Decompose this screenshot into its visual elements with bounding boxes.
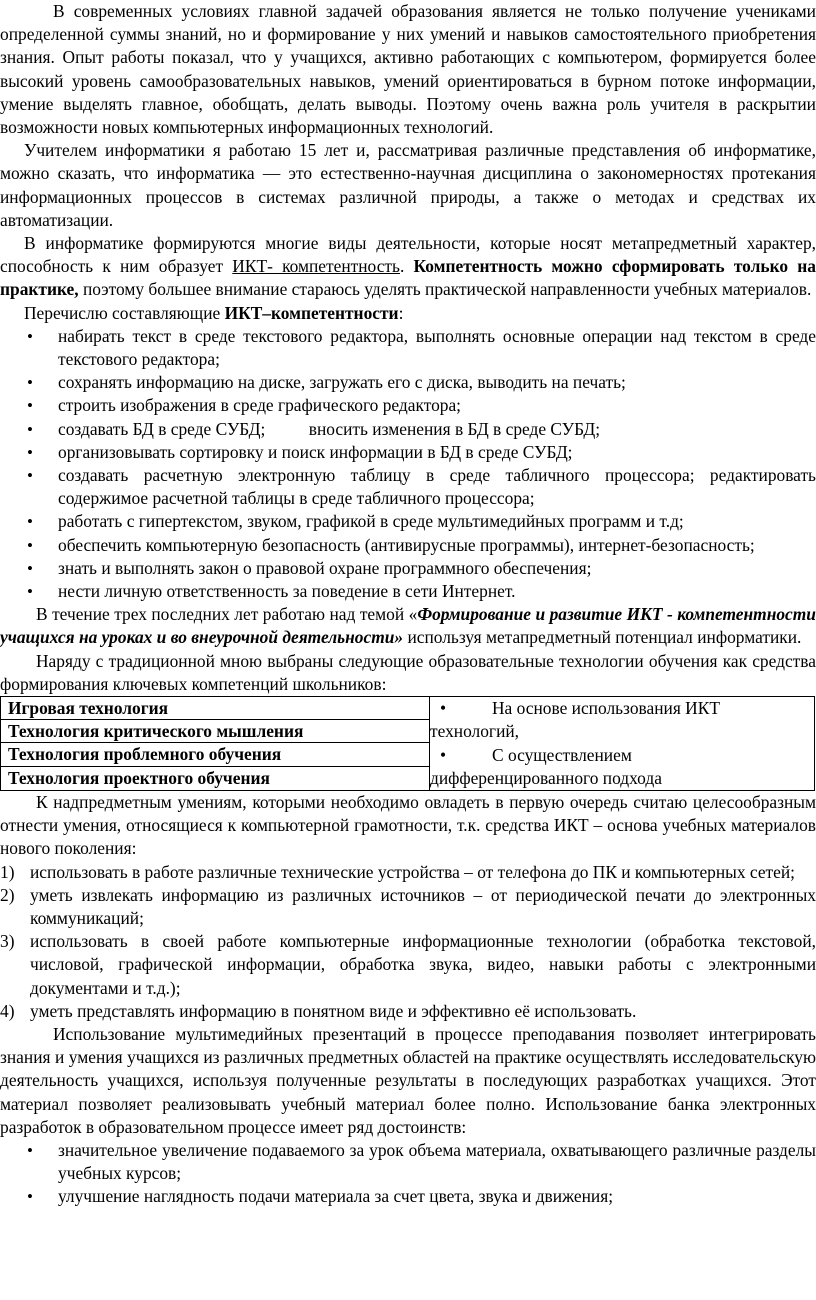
- approach-item-first-line: • На основе использования ИКТ: [430, 697, 814, 720]
- text-segment: В течение трех последних лет работаю над темой «: [36, 604, 418, 625]
- list-item: • создавать расчетную электронную таблицу в среде табличного процессора; редактировать содержимое расчетной таблицы в среде табличного процессора;: [0, 464, 816, 510]
- list-item: [0, 861, 816, 884]
- paragraph-teacher: Учителем информатики я работаю 15 лет и, рассматривая различные представления об информатике, можно сказать, что информатика — это естественно-научная дисциплина о закономерностях протекания информационных процессов в системах различной природы, а также о методах и средствах их автоматизации.: [0, 140, 816, 230]
- list-item: • организовывать сортировку и поиск информации в БД в среде СУБД;: [0, 441, 816, 464]
- list-item-text: уметь извлекать информацию из различных источников – от периодической печати до электронных коммуникаций;: [30, 884, 816, 928]
- text-segment: .: [399, 256, 414, 277]
- ict-components-list: [0, 325, 816, 603]
- approach-item-continuation: технологий,: [430, 721, 520, 742]
- list-item-text: использовать в работе различные технические устройства – от телефона до ПК и компьютерных сетей;: [30, 861, 796, 882]
- skills-list: [0, 861, 816, 1023]
- paragraph-ict-intro: [0, 302, 816, 325]
- table-cell-technology: Технология критического мышления: [1, 720, 429, 743]
- text-segment: поэтому большее внимание стараюсь уделять практической направленности учебных материалов.: [78, 279, 812, 300]
- list-item: • работать с гипертекстом, звуком, графикой в среде мультимедийных программ и т.д;: [0, 510, 816, 533]
- approach-column: [429, 696, 815, 791]
- paragraph-technologies: Наряду с традиционной мною выбраны следующие образовательные технологии обучения как средства формирования ключевых компетенций школьников:: [0, 650, 816, 694]
- list-item-text: использовать в своей работе компьютерные информационные технологии (обработка текстовой, числовой, графической информации, обработка звука, видео, навыки работы с электронными документами и т.д.);: [30, 931, 816, 998]
- ict-competence-link: ИКТ- компетентность: [232, 256, 400, 277]
- list-item: [0, 884, 816, 930]
- list-item: • сохранять информацию на диске, загружать его с диска, выводить на печать;: [0, 371, 816, 394]
- list-number: 4): [0, 1000, 15, 1021]
- paragraph-presentations: Использование мультимедийных презентаций в процессе преподавания позволяет интегрировать знания и умения учащихся из различных предметных областей на практике осуществлять исследовательскую деятельность учащихся, используя полученные результаты в последующих разработках учащихся. Этот материал позволяет реализовывать учебный материал более полно. Использование банка электронных разработок в образовательном процессе имеет ряд достоинств:: [0, 1023, 816, 1137]
- table-cell-technology: Технология проектного обучения: [8, 767, 270, 788]
- text-segment: В информатике формируются многие виды деятельности, которые носят метапредметный характер, способность к ним образует: [0, 233, 816, 277]
- list-item: • знать и выполнять закон о правовой охране программного обеспечения;: [0, 557, 816, 580]
- list-number: 2): [0, 884, 15, 905]
- list-item-text: уметь представлять информацию в понятном виде и эффективно её использовать.: [30, 1000, 637, 1021]
- paragraph-metasubject: [0, 232, 816, 302]
- list-item: • строить изображения в среде графического редактора;: [0, 394, 816, 417]
- list-item: • обеспечить компьютерную безопасность (антивирусные программы), интернет-безопасность;: [0, 534, 816, 557]
- paragraph-skills-intro: К надпредметным умениям, которыми необходимо овладеть в первую очередь считаю целесообразным отнести умения, относящиеся к компьютерной грамотности, т.к. средства ИКТ – основа учебных материалов нового поколения:: [0, 791, 816, 859]
- text-segment: :: [398, 302, 404, 323]
- approach-item-first-line: • С осуществлением: [430, 744, 814, 767]
- list-item: [0, 930, 816, 1000]
- bold-statement: Компетентность можно сформировать только на практике,: [0, 256, 816, 300]
- list-number: 1): [0, 861, 15, 882]
- theme-title: Формирование и развитие ИКТ - компетентности учащихся на уроках и во внеурочной деятельности»: [0, 604, 816, 648]
- paragraph-theme: [0, 603, 816, 649]
- list-item: • улучшение наглядность подачи материала за счет цвета, звука и движения;: [0, 1185, 816, 1208]
- list-item: • создавать БД в среде СУБД; вносить изменения в БД в среде СУБД;: [0, 418, 816, 441]
- table-cell-technology: Технология проблемного обучения: [1, 743, 429, 766]
- approach-item-continuation: дифференцированного подхода: [430, 767, 662, 788]
- list-number: 3): [0, 931, 15, 952]
- list-item: • значительное увеличение подаваемого за урок объема материала, охватывающего различные разделы учебных курсов;: [0, 1139, 816, 1185]
- text-segment: используя метапредметный потенциал информатики.: [403, 627, 802, 648]
- text-segment: Перечислю составляющие: [24, 302, 225, 323]
- table-cell-technology: Игровая технология: [1, 697, 429, 720]
- technologies-column: [0, 696, 429, 791]
- paragraph-intro: В современных условиях главной задачей образования является не только получение учениками определенной суммы знаний, но и формирование у них умений и навыков самостоятельного приобретения знания. Опыт работы показал, что у учащихся, активно работающих с компьютером, формируется более высокий уровень самообразовательных навыков, умений ориентироваться в бурном потоке информации, умение выделять главное, обобщать, делать выводы. Поэтому очень важна роль учителя в раскрытии возможности новых компьютерных информационных технологий.: [0, 1, 816, 138]
- advantages-list: [0, 1139, 816, 1209]
- technologies-table: [0, 696, 816, 791]
- list-item: • нести личную ответственность за поведение в сети Интернет.: [0, 580, 816, 603]
- ict-term: ИКТ–компетентности: [224, 302, 399, 323]
- list-item: [0, 1000, 816, 1023]
- list-item: • набирать текст в среде текстового редактора, выполнять основные операции над текстом в среде текстового редактора;: [0, 325, 816, 371]
